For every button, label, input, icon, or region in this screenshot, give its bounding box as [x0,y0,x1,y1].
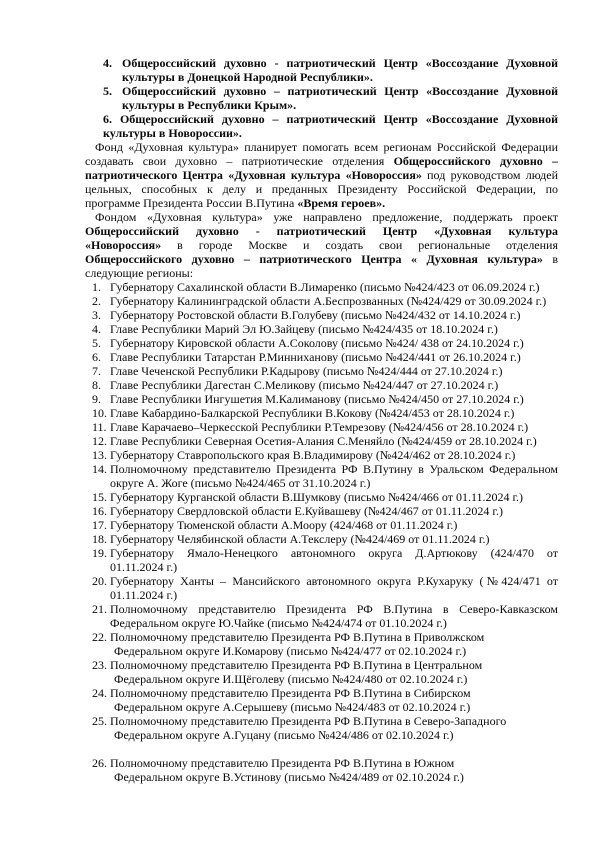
text-regular: программе Президента России В.Путина [85,196,295,210]
list-item-continuation: Федеральном округе И.Комарову (письмо №424/477 от 02.10.2024 г.) [114,644,467,658]
list-item-line [92,546,558,560]
list-item-number: 21. [92,602,107,616]
list-item [92,448,558,462]
list-item [92,518,558,532]
header-item [0,112,601,140]
header-item-continuation: культуры в Донецкой Народной Республики». [122,70,373,84]
list-item-line [92,714,558,728]
list-item-number: 11. [92,420,107,434]
list-item-text: Главе Кабардино-Балкарской Республики В.Кокову (№424/453 от 28.10.2024 г.) [110,406,515,420]
header-item-continuation: культуры в Новороссии». [103,126,242,140]
list-item-continuation: Федеральном округе А.Серышеву (письмо №424/483 от 02.10.2024 г.) [114,700,471,714]
list-item-number: 2. [92,294,101,308]
header-item-line [103,84,558,98]
list-item [92,420,558,434]
list-item-number: 8. [92,378,101,392]
header-item-text: Общероссийский духовно - патриотический Центр «Воссоздание Духовной [122,56,558,70]
header-item-text: Общероссийский духовно – патриотический Центр «Воссоздание Духовной [119,112,558,126]
text-bold: «Время героев». [297,196,386,210]
paragraph-fund-plans [0,140,601,210]
list-item-number: 1. [92,280,101,294]
text-bold: Общероссийского духовно – патриотического Центра « Духовная культура» [85,252,543,266]
paragraph-line: Общероссийский духовно - патриотический Центр «Духовная культура [85,224,558,238]
text-bold: патриотического Центра «Духовная культура «Новороссия» [85,168,422,182]
list-item [0,462,601,490]
list-item-text: Полномочному представителю Президента РФ В.Путина в Северо-Западного [110,714,507,728]
list-item-continuation: 01.11.2024 г.) [110,560,178,574]
list-item-line [92,630,558,644]
list-item-continuation: Федеральном округе Ю.Чайке (письмо №424/474 от 01.10.2024 г.) [110,616,447,630]
list-item-line [92,756,558,770]
list-item-line [92,574,558,588]
text-bold: «Новороссия» [85,238,162,252]
paragraph-line: следующие регионы: [85,266,194,280]
text-regular: под руководством людей [427,168,558,182]
list-item-number: 7. [92,364,101,378]
list-item [0,658,601,686]
header-item [0,56,601,84]
header-item-continuation: культуры в Республики Крым». [122,98,297,112]
header-item-line [103,56,558,70]
list-item-text: Губернатору Калининградской области А.Беспрозванных (№424/429 от 30.09.2024 г.) [110,294,547,308]
list-item-number: 9. [92,392,101,406]
header-item-number: 6. [103,112,112,126]
list-item-text: Полномочному представителю Президента РФ В.Путина в Приволжском [110,630,485,644]
list-item-number: 4. [92,322,101,336]
list-item [0,686,601,714]
list-item-text: Главе Республики Ингушетия М.Калиманову (письмо №424/450 от 27.10.2024 г.) [110,392,524,406]
list-item [92,392,558,406]
list-item [92,280,558,294]
paragraph-line [85,168,558,182]
list-item-number: 26. [92,756,107,770]
list-item-number: 6. [92,350,101,364]
list-item-text: Полномочному представителю Президента РФ В.Путина в Северо-Кавказском [110,602,558,616]
text-regular: в городе Москве и создать свои региональные отделения [177,238,558,252]
list-item-number: 10. [92,406,107,420]
blank-line [0,742,601,756]
list-item-line [92,658,558,672]
header-item-text: Общероссийский духовно – патриотический Центр «Воссоздание Духовной [122,84,558,98]
list-item-text: Главе Республики Татарстан Р.Минниханову (письмо №424/441 от 26.10.2024 г.) [110,350,521,364]
list-item [0,630,601,658]
list-item-number: 17. [92,518,107,532]
list-item-text: Губернатору Свердловской области Е.Куйвашеву (№424/467 от 01.11.2024 г.) [110,504,503,518]
list-item-text: Главе Карачаево–Черкесской Республики Р.Темрезову (№424/456 от 28.10.2024 г.) [110,420,529,434]
list-item-continuation: округе А. Жоге (письмо №424/465 от 31.10.2024 г.) [110,476,371,490]
recipients-list [0,280,601,784]
list-item [92,308,558,322]
list-item-text: Полномочному представителю Президента РФ В.Путина в Сибирском [110,686,471,700]
header-item-number: 4. [103,56,112,70]
list-item-text: Губернатору Ямало-Ненецкого автономного округа Д.Артюкову (424/470 от [110,546,558,560]
list-item-line [92,686,558,700]
list-item [0,546,601,574]
list-item-number: 13. [92,448,107,462]
list-item-text: Губернатору Ханты – Мансийского автономного округа Р.Кухаруку (№424/471 от [110,574,558,588]
list-item-number: 20. [92,574,107,588]
text-regular: в [552,252,558,266]
list-item-text: Губернатору Челябинской области А.Текслеру (№424/469 от 01.11.2024 г.) [110,532,490,546]
paragraph-line [85,252,558,266]
list-item [92,532,558,546]
list-item-continuation: Федеральном округе А.Гуцану (письмо №424/486 от 02.10.2024 г.) [114,728,454,742]
header-item-line [103,112,558,126]
list-item-text: Губернатору Тюменской области А.Моору (424/468 от 01.11.2024 г.) [110,518,458,532]
paragraph-line [85,238,558,252]
paragraph-proposal [0,210,601,280]
list-item-number: 16. [92,504,107,518]
list-item-number: 15. [92,490,107,504]
text-regular: создавать свои духовно – патриотические отделения [85,154,385,168]
list-item-number: 5. [92,336,101,350]
list-item-line [92,602,558,616]
list-item-text: Губернатору Ставропольского края В.Владимирову (№424/462 от 28.10.2024 г.) [110,448,516,462]
list-item-number: 19. [92,546,107,560]
list-item [92,294,558,308]
list-item [92,490,558,504]
list-item-text: Главе Республики Марий Эл Ю.Зайцеву (письмо №424/435 от 18.10.2024 г.) [110,322,498,336]
paragraph-line: Фондом «Духовная культура» уже направлено предложение, поддержать проект [95,210,558,224]
header-item [0,84,601,112]
list-item-number: 12. [92,434,107,448]
list-item-continuation: 01.11.2024 г.) [110,588,178,602]
list-item-text: Полномочному представителю Президента РФ В.Путина в Центральном [110,658,483,672]
list-item-number: 18. [92,532,107,546]
list-item [92,336,558,350]
list-item-text: Губернатору Курганской области В.Шумкову (письмо №424/466 от 01.11.2024 г.) [110,490,524,504]
list-item-number: 3. [92,308,101,322]
list-item-text: Полномочному представителю Президента РФ В.Путину в Уральском Федеральном [110,462,558,476]
list-item [92,378,558,392]
list-item-line [92,462,558,476]
list-item [92,364,558,378]
list-item-text: Губернатору Кировской области А.Соколову (письмо №424/ 438 от 24.10.2024 г.) [110,336,524,350]
text-bold: Общероссийского духовно – [393,154,558,168]
list-item-continuation: Федеральном округе И.Щёголеву (письмо №424/480 от 02.10.2024 г.) [114,672,468,686]
list-item [92,434,558,448]
list-item-text: Главе Республики Дагестан С.Меликову (письмо №424/447 от 27.10.2024 г.) [110,378,499,392]
list-item [0,714,601,742]
list-item-number: 14. [92,462,107,476]
list-item-text: Главе Чеченской Республики Р.Кадырову (письмо №424/444 от 27.10.2024 г.) [110,364,503,378]
list-item [92,322,558,336]
list-item-text: Главе Республики Северная Осетия-Алания С.Меняйло (№424/459 от 28.10.2024 г.) [110,434,537,448]
list-item-number: 22. [92,630,107,644]
list-item [92,504,558,518]
paragraph-line [85,196,558,210]
list-item-number: 25. [92,714,107,728]
list-item [0,574,601,602]
header-item-number: 5. [103,84,112,98]
list-item-continuation: Федеральном округе В.Устинову (письмо №424/489 от 02.10.2024 г.) [114,770,464,784]
paragraph-line: цельных, способных к делу и преданных Президенту Российской Федерации, по [85,182,558,196]
paragraph-line: Фонд «Духовная культура» планирует помогать всем регионам Российской Федерации [95,140,558,154]
paragraph-line [85,154,558,168]
list-item-text: Полномочному представителю Президента РФ В.Путина в Южном [110,756,455,770]
list-item-text: Губернатору Сахалинской области В.Лимаренко (письмо №424/423 от 06.09.2024 г.) [110,280,540,294]
list-item [0,602,601,630]
list-item-number: 24. [92,686,107,700]
list-item [92,406,558,420]
list-item [92,350,558,364]
list-item-number: 23. [92,658,107,672]
list-item [0,756,601,784]
list-item-text: Губернатору Ростовской области В.Голубеву (письмо №424/432 от 14.10.2024 г.) [110,308,521,322]
